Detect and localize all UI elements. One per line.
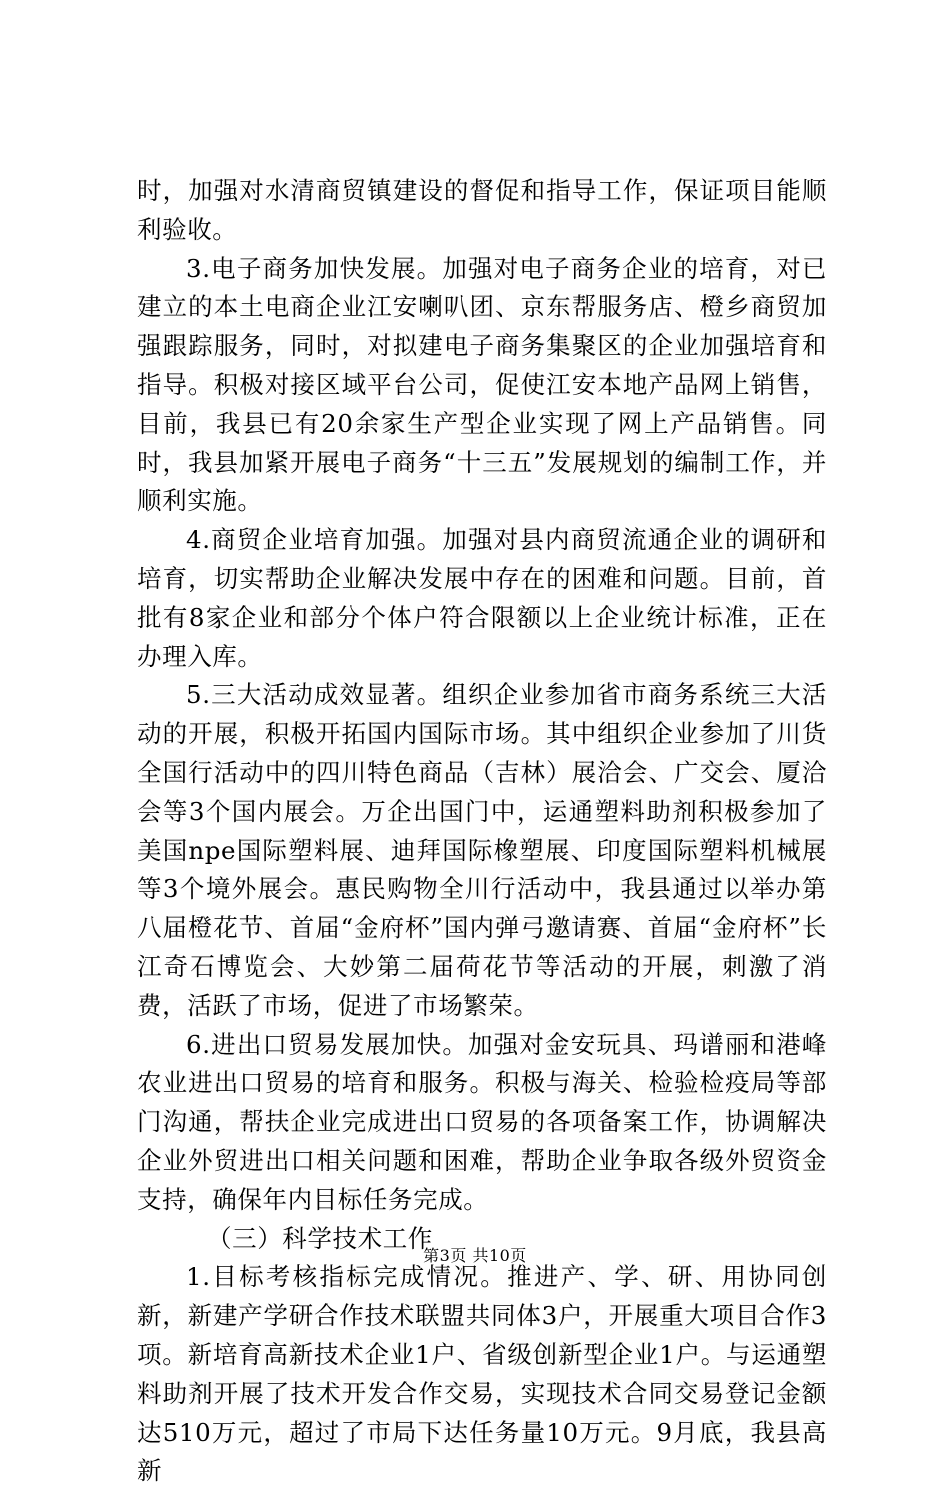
paragraph-target-assessment: 1.目标考核指标完成情况。推进产、学、研、用协同创新，新建产学研合作技术联盟共同体3户，开展重大项目合作3项。新培育高新技术企业1户、省级创新型企业1户。与运通塑料助剂开展了技术开发合作交易，实现技术合同交易登记金额达510万元，超过了市局下达任务量10万元。9月底，我县高新 (137, 1262, 827, 1486)
page-number-label: 第3页 共10页 (423, 1246, 527, 1265)
document-body (137, 172, 827, 1491)
paragraph-continuation: 时，加强对水清商贸镇建设的督促和指导工作，保证项目能顺利验收。 (137, 176, 827, 244)
paragraph-enterprise-cultivation: 4.商贸企业培育加强。加强对县内商贸流通企业的调研和培育，切实帮助企业解决发展中存在的困难和问题。目前，首批有8家企业和部分个体户符合限额以上企业统计标准，正在办理入库。 (137, 525, 827, 671)
paragraph-import-export: 6.进出口贸易发展加快。加强对金安玩具、玛谱丽和港峰农业进出口贸易的培育和服务。积极与海关、检验检疫局等部门沟通，帮扶企业完成进出口贸易的各项备案工作，协调解决企业外贸进出口相关问题和困难，帮助企业争取各级外贸资金支持，确保年内目标任务完成。 (137, 1029, 827, 1214)
paragraph-ecommerce: 3.电子商务加快发展。加强对电子商务企业的培育，对已建立的本土电商企业江安喇叭团、京东帮服务店、橙乡商贸加强跟踪服务，同时，对拟建电子商务集聚区的企业加强培育和指导。积极对接区域平台公司，促使江安本地产品网上销售，目前，我县已有20余家生产型企业实现了网上产品销售。同时，我县加紧开展电子商务“十三五”发展规划的编制工作，并顺利实施。 (137, 253, 827, 516)
section-heading-science-tech: （三）科学技术工作 (207, 1223, 433, 1253)
paragraph-three-activities: 5.三大活动成效显著。组织企业参加省市商务系统三大活动的开展，积极开拓国内国际市场。其中组织企业参加了川货全国行活动中的四川特色商品（吉林）展洽会、广交会、厦洽会等3个国内展会。万企出国门中，运通塑料助剂积极参加了美国npe国际塑料展、迪拜国际橡塑展、印度国际塑料机械展等3个境外展会。惠民购物全川行活动中，我县通过以举办第八届橙花节、首届“金府杯”国内弹弓邀请赛、首届“金府杯”长江奇石博览会、大妙第二届荷花节等活动的开展，刺激了消费，活跃了市场，促进了市场繁荣。 (137, 680, 827, 1020)
page-footer (0, 1245, 950, 1267)
